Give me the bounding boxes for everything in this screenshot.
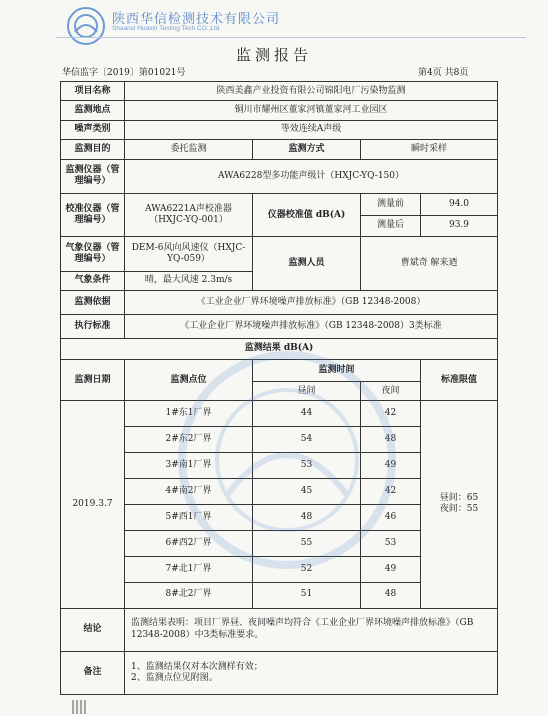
row-results-title xyxy=(61,338,498,360)
row-remarks xyxy=(61,651,498,694)
point-day-value: 54 xyxy=(253,427,361,453)
standard-label: 执行标准 xyxy=(61,315,125,339)
point-day-value: 53 xyxy=(253,453,361,479)
page-number: 第4页 共8页 xyxy=(418,68,469,78)
table-row xyxy=(61,401,498,427)
limit-day: 昼间：65 xyxy=(439,493,479,504)
instrument-label: 监测仪器（管理编号） xyxy=(61,159,125,194)
purpose-label: 监测目的 xyxy=(61,140,125,159)
calibration-value-label: 仪器校准值 dB(A) xyxy=(253,194,361,237)
report-table xyxy=(60,81,498,695)
row-instrument xyxy=(61,159,498,194)
point-night-value: 53 xyxy=(361,530,421,556)
basis-label: 监测依据 xyxy=(61,291,125,315)
conclusion-label: 结论 xyxy=(61,608,125,651)
remarks-label: 备注 xyxy=(61,651,125,694)
staff-label: 监测人员 xyxy=(253,237,361,291)
project-value: 陕西美鑫产业投资有限公司锦阳电厂污染物监测 xyxy=(125,82,498,101)
calibrator-label: 校准仪器（管理编号） xyxy=(61,194,125,237)
point-name: 1#东1厂界 xyxy=(125,401,253,427)
header-divider xyxy=(56,37,526,38)
point-day-value: 51 xyxy=(253,582,361,608)
col-point-header: 监测点位 xyxy=(125,360,253,401)
remark-item: 1、监测结果仅对本次测样有效； xyxy=(131,661,263,672)
point-name: 5#西1厂界 xyxy=(125,504,253,530)
col-date-header: 监测日期 xyxy=(61,360,125,401)
standard-value: 《工业企业厂界环境噪声排放标准》（GB 12348-2008）3类标准 xyxy=(125,315,498,339)
company-name-en: Shaanxi Huaxin Testing Tech.CO.,Ltd xyxy=(112,25,220,32)
site-label: 监测地点 xyxy=(61,101,125,120)
company-name-cn: 陕西华信检测技术有限公司 xyxy=(112,12,281,27)
point-day-value: 48 xyxy=(253,504,361,530)
col-limit-header: 标准限值 xyxy=(421,360,498,401)
point-night-value: 42 xyxy=(361,479,421,505)
calibrator-value: AWA6221A声校准器（HXJC-YQ-001） xyxy=(125,194,253,237)
result-date: 2019.3.7 xyxy=(61,401,125,608)
row-weather-instrument xyxy=(61,237,498,272)
limit-night: 夜间：55 xyxy=(439,504,479,515)
row-conclusion xyxy=(61,608,498,651)
before-label: 测量前 xyxy=(361,194,421,216)
point-name: 8#北2厂界 xyxy=(125,582,253,608)
row-calibrator xyxy=(61,194,498,216)
point-night-value: 49 xyxy=(361,453,421,479)
weather-instrument-label: 气象仪器（管理编号） xyxy=(61,237,125,272)
row-basis xyxy=(61,291,498,315)
point-day-value: 52 xyxy=(253,556,361,582)
purpose-value: 委托监测 xyxy=(125,140,253,159)
point-day-value: 45 xyxy=(253,479,361,505)
row-noise-type xyxy=(61,120,498,139)
report-reference-number: 华信监字〔2019〕第01021号 xyxy=(62,68,186,78)
point-name: 7#北1厂界 xyxy=(125,556,253,582)
point-name: 4#南2厂界 xyxy=(125,479,253,505)
row-purpose xyxy=(61,140,498,159)
weather-instrument-value: DEM-6风向风速仪（HXJC-YQ-059） xyxy=(125,237,253,272)
point-name: 2#东2厂界 xyxy=(125,427,253,453)
noise-type-value: 等效连续A声级 xyxy=(125,120,498,139)
site-value: 铜川市耀州区董家河镇董家河工业园区 xyxy=(125,101,498,120)
col-day-header: 昼间 xyxy=(253,381,361,400)
staff-value: 曹斌奇 解来迺 xyxy=(361,237,498,291)
point-night-value: 48 xyxy=(361,582,421,608)
point-day-value: 44 xyxy=(253,401,361,427)
remarks-content xyxy=(125,651,498,694)
method-value: 瞬时采样 xyxy=(361,140,498,159)
results-title: 监测结果 dB(A) xyxy=(61,338,498,360)
instrument-value: AWA6228型多功能声级计（HXJC-YQ-150） xyxy=(125,159,498,194)
point-night-value: 49 xyxy=(361,556,421,582)
point-day-value: 55 xyxy=(253,530,361,556)
point-name: 3#南1厂界 xyxy=(125,453,253,479)
weather-label: 气象条件 xyxy=(61,271,125,290)
point-night-value: 42 xyxy=(361,401,421,427)
weather-value: 晴，最大风速 2.3m/s xyxy=(125,271,253,290)
point-night-value: 46 xyxy=(361,504,421,530)
report-title: 监测报告 xyxy=(235,46,312,64)
row-results-header xyxy=(61,360,498,382)
after-label: 测量后 xyxy=(361,215,421,237)
remark-item: 2、监测点位见附图。 xyxy=(131,672,218,683)
point-name: 6#西2厂界 xyxy=(125,530,253,556)
basis-value: 《工业企业厂界环境噪声排放标准》（GB 12348-2008） xyxy=(125,291,498,315)
row-project xyxy=(61,82,498,101)
before-value: 94.0 xyxy=(421,194,498,216)
row-site xyxy=(61,101,498,120)
project-label: 项目名称 xyxy=(61,82,125,101)
col-night-header: 夜间 xyxy=(361,381,421,400)
after-value: 93.9 xyxy=(421,215,498,237)
standard-limit xyxy=(421,401,498,608)
col-time-header: 监测时间 xyxy=(253,360,421,382)
company-logo-icon xyxy=(66,6,106,46)
noise-type-label: 噪声类别 xyxy=(61,120,125,139)
point-night-value: 48 xyxy=(361,427,421,453)
method-label: 监测方式 xyxy=(253,140,361,159)
conclusion-text: 监测结果表明：项目厂界昼、夜间噪声均符合《工业企业厂界环境噪声排放标准》（GB 12348-2008）中3类标准要求。 xyxy=(125,608,498,651)
qr-code-icon xyxy=(72,700,86,714)
row-standard xyxy=(61,315,498,339)
